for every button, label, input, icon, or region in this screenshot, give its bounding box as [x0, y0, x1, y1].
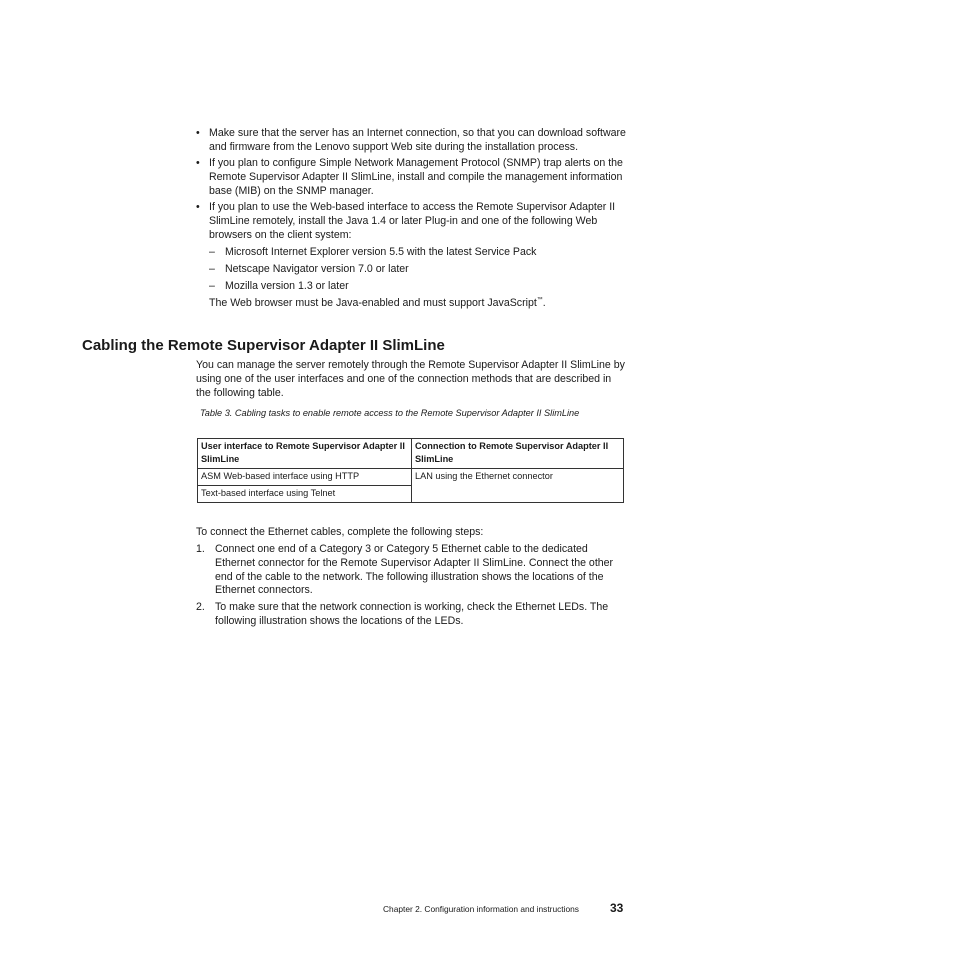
bullet-mark: •	[196, 127, 200, 139]
intro-paragraph: You can manage the server remotely through the Remote Supervisor Adapter II SlimLine by using one of the user interfaces and one of the connection methods that are described in the following table.	[196, 359, 625, 399]
column-header-connection: Connection to Remote Supervisor Adapter II SlimLine	[412, 439, 624, 469]
list-item	[196, 127, 636, 155]
step-text: To make sure that the network connection is working, check the Ethernet LEDs. The following illustration shows the locations of the LEDs.	[215, 601, 609, 627]
list-item	[196, 201, 636, 311]
list-item-text: If you plan to use the Web-based interface to access the Remote Supervisor Adapter II SlimLine remotely, install the Java 1.4 or later Plug-in and one of the following Web browsers on the client system:	[209, 200, 616, 241]
list-item	[196, 601, 626, 629]
dash-mark: –	[209, 280, 215, 293]
footer-chapter: Chapter 2. Configuration information and instructions	[383, 904, 579, 914]
step-number: 2.	[196, 601, 205, 614]
list-item-text: Netscape Navigator version 7.0 or later	[225, 263, 409, 276]
section-heading: Cabling the Remote Supervisor Adapter II SlimLine	[82, 337, 445, 354]
list-item	[209, 280, 636, 294]
connection-cell: LAN using the Ethernet connector	[412, 469, 624, 503]
browser-note-period: .	[542, 297, 546, 310]
prerequisite-list	[196, 127, 636, 314]
browser-list	[209, 246, 636, 294]
list-item	[196, 543, 626, 598]
list-item	[209, 246, 636, 260]
step-text: Connect one end of a Category 3 or Category 5 Ethernet cable to the dedicated Ethernet connector for the Remote Supervisor Adapter II SlimLine. Connect the other end of the cable to the network. The following illustration shows the locations of the Ethernet connectors.	[215, 543, 614, 597]
list-item-text: Make sure that the server has an Internet connection, so that you can download software and firmware from the Lenovo support Web site during the installation process.	[209, 127, 626, 153]
browser-note	[209, 297, 636, 311]
cabling-table	[197, 438, 624, 503]
interface-cell: Text-based interface using Telnet	[198, 486, 412, 503]
browser-note-text: The Web browser must be Java-enabled and must support JavaScript	[209, 297, 537, 310]
dash-mark: –	[209, 263, 215, 276]
table-caption: Table 3. Cabling tasks to enable remote access to the Remote Supervisor Adapter II SlimLine	[200, 408, 580, 418]
list-item-text: Microsoft Internet Explorer version 5.5 with the latest Service Pack	[225, 246, 537, 259]
table-row	[198, 469, 624, 486]
bullet-mark: •	[196, 157, 200, 170]
trademark-symbol: ™	[536, 297, 543, 304]
bullet-mark: •	[196, 200, 200, 213]
list-item-text: Mozilla version 1.3 or later	[225, 280, 349, 293]
steps-intro: To connect the Ethernet cables, complete the following steps:	[196, 526, 484, 538]
dash-mark: –	[209, 246, 215, 259]
list-item-text: If you plan to configure Simple Network Management Protocol (SNMP) trap alerts on the Remote Supervisor Adapter II SlimLine, install and compile the management information base (MIB) on the SNMP manager.	[209, 157, 623, 197]
step-number: 1.	[196, 543, 205, 555]
list-item	[196, 157, 636, 198]
table-header-row	[198, 439, 624, 469]
page-number: 33	[610, 901, 624, 915]
interface-cell: ASM Web-based interface using HTTP	[198, 469, 412, 486]
steps-list	[196, 543, 626, 632]
list-item	[209, 263, 636, 277]
page-footer	[383, 900, 625, 920]
column-header-interface: User interface to Remote Supervisor Adapter II SlimLine	[198, 439, 412, 469]
